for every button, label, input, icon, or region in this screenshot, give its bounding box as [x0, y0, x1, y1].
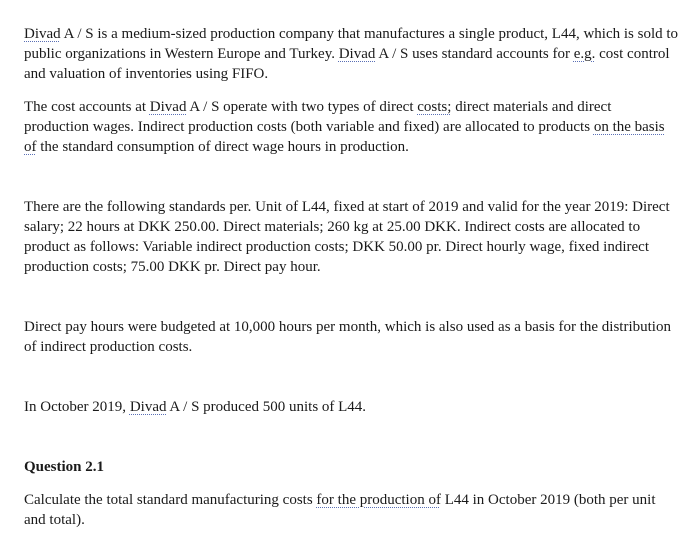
text-run: A / S operate with two types of direct — [186, 99, 418, 115]
document-body — [24, 24, 680, 530]
budget-hours-paragraph: Direct pay hours were budgeted at 10,000 hours per month, which is also used as a basis for the distribution of indirect production costs. — [24, 319, 671, 355]
spellcheck-word: Divad — [149, 99, 187, 115]
spellcheck-word: Divad — [24, 26, 61, 42]
text-run: Calculate the total standard manufacturing costs — [24, 492, 317, 508]
text-run: A / S produced 500 units of L44. — [166, 399, 367, 415]
production-paragraph — [24, 397, 680, 417]
question-heading: Question 2.1 — [24, 459, 105, 475]
standards-paragraph: There are the following standards per. Unit of L44, fixed at start of 2019 and valid for the year 2019: Direct salary; 22 hours at DKK 250.00. Direct materials; 260 kg at 25.00 DKK. Indirect costs are allocated to product as follows: Variable indirect production costs; DKK 50.00 pr. Direct hourly wage, fixed indirect production costs; 75.00 DKK pr. Direct pay hour. — [24, 199, 670, 275]
text-run: In October 2019, — [24, 399, 130, 415]
spellcheck-word: Divad — [338, 46, 376, 62]
text-run: A / S is a medium-sized production company that manufactures a single product, L44, which is sold to public organizations in Western Europe and Turkey. — [24, 26, 679, 62]
text-run: direct materials and direct production wages. Indirect production costs (both variable and fixed) are allocated to products — [24, 99, 612, 135]
question-text — [24, 490, 680, 530]
intro-paragraph — [24, 24, 680, 84]
cost-accounts-paragraph — [24, 97, 680, 157]
spellcheck-word: e.g. — [573, 46, 596, 62]
spellcheck-phrase: for the production of — [316, 492, 441, 508]
spellcheck-word: costs; — [417, 99, 452, 115]
text-run: L44 in October 2019 (both per unit and total). — [24, 492, 656, 528]
text-run: the standard consumption of direct wage hours in production. — [36, 139, 409, 155]
text-run: cost control and valuation of inventories using FIFO. — [24, 46, 670, 82]
spellcheck-word: Divad — [129, 399, 167, 415]
text-run: The cost accounts at — [24, 99, 150, 115]
text-run: A / S uses standard accounts for — [375, 46, 574, 62]
spellcheck-phrase: on the basis of — [24, 119, 665, 155]
